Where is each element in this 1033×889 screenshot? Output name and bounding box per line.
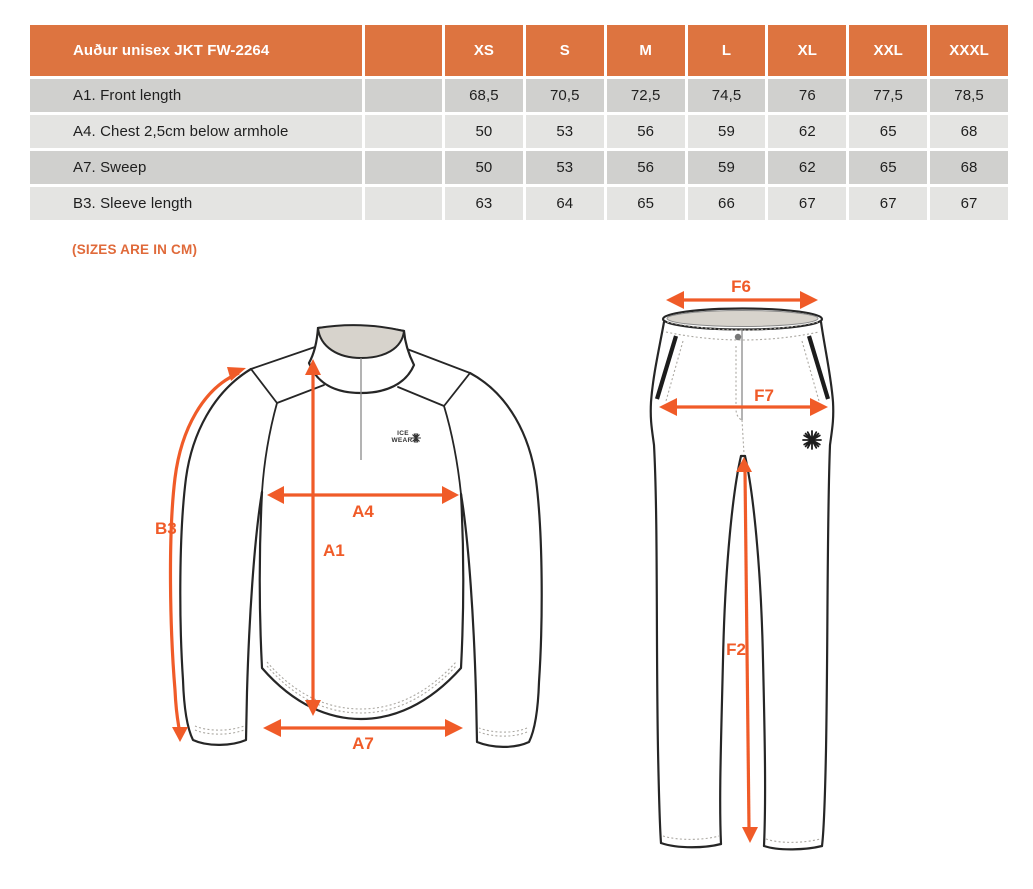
value-cell: 64 [526, 187, 604, 220]
value-cell: 50 [445, 115, 523, 148]
f6-label: F6 [731, 277, 751, 296]
value-cell: 67 [930, 187, 1008, 220]
jacket-left-sleeve [180, 369, 262, 745]
value-cell: 74,5 [688, 79, 766, 112]
f6-arrowhead-right [800, 291, 818, 309]
jacket-outline [180, 325, 541, 747]
value-cell: 53 [526, 151, 604, 184]
value-cell: 63 [445, 187, 523, 220]
right-pocket-stitch [802, 341, 819, 401]
size-header-s: S [526, 25, 604, 76]
size-header-m: M [607, 25, 685, 76]
left-pocket-stitch [666, 341, 683, 401]
size-header-xl: XL [768, 25, 846, 76]
value-cell: 59 [688, 151, 766, 184]
snowflake-icon [412, 434, 421, 443]
icewear-logo-line1: ICE [397, 430, 409, 437]
value-cell: 62 [768, 115, 846, 148]
pants-left-hem [661, 843, 721, 847]
row-label-cell: A1. Front length [30, 79, 362, 112]
value-cell: 67 [768, 187, 846, 220]
row-label-cell: A7. Sweep [30, 151, 362, 184]
f6-arrowhead-left [666, 291, 684, 309]
value-cell: 68 [930, 151, 1008, 184]
pants-diagram [630, 275, 845, 875]
value-cell: 65 [849, 151, 927, 184]
a1-arrowhead-bottom [305, 700, 321, 716]
value-cell: 62 [768, 151, 846, 184]
pants-measurements [659, 277, 828, 843]
value-cell: 66 [688, 187, 766, 220]
value-cell: 76 [768, 79, 846, 112]
value-cell: 68 [930, 115, 1008, 148]
value-cell: 65 [607, 187, 685, 220]
size-header-xxxl: XXXL [930, 25, 1008, 76]
f7-label: F7 [754, 386, 774, 405]
a4-label: A4 [352, 502, 374, 521]
empty-header-cell [365, 25, 442, 76]
units-note: (SIZES ARE IN CM) [72, 242, 198, 257]
size-table [30, 25, 1008, 220]
value-cell: 77,5 [849, 79, 927, 112]
pants-right-outer-edge [821, 322, 833, 846]
jacket-measurements [155, 359, 463, 753]
value-cell: 50 [445, 151, 523, 184]
a7-arrowhead-left [263, 719, 281, 737]
empty-cell [365, 151, 442, 184]
value-cell: 68,5 [445, 79, 523, 112]
f7-arrowhead-left [659, 398, 677, 416]
value-cell: 53 [526, 115, 604, 148]
pants-left-outer-edge [651, 322, 664, 843]
jacket-hem-stitch [267, 662, 456, 713]
jacket-diagram [140, 280, 585, 780]
pants-hem-stitch [663, 836, 820, 842]
f2-arrowhead-bottom [742, 827, 758, 843]
pants-right-hem [764, 846, 822, 849]
row-label-cell: A4. Chest 2,5cm below armhole [30, 115, 362, 148]
pants-outline [651, 309, 834, 850]
waist-button [735, 334, 741, 340]
jacket-right-sleeve [461, 373, 542, 747]
size-header-xxl: XXL [849, 25, 927, 76]
table-title-cell: Auður unisex JKT FW-2264 [30, 25, 362, 76]
empty-cell [365, 115, 442, 148]
value-cell: 65 [849, 115, 927, 148]
icewear-logo-line2: WEAR [391, 437, 413, 444]
value-cell: 67 [849, 187, 927, 220]
fly-stitch [736, 346, 744, 454]
icewear-logo [391, 430, 420, 444]
value-cell: 78,5 [930, 79, 1008, 112]
b3-label: B3 [155, 519, 177, 538]
a4-arrowhead-left [267, 486, 284, 504]
empty-cell [365, 79, 442, 112]
value-cell: 70,5 [526, 79, 604, 112]
value-cell: 56 [607, 115, 685, 148]
size-header-xs: XS [445, 25, 523, 76]
a1-label: A1 [323, 541, 345, 560]
a7-label: A7 [352, 734, 374, 753]
b3-arrowhead-bottom [172, 727, 188, 742]
value-cell: 72,5 [607, 79, 685, 112]
value-cell: 56 [607, 151, 685, 184]
a4-arrowhead-right [442, 486, 459, 504]
snowflake-icon [803, 431, 821, 449]
size-header-l: L [688, 25, 766, 76]
jacket-body [260, 492, 464, 719]
empty-cell [365, 187, 442, 220]
value-cell: 59 [688, 115, 766, 148]
a7-arrowhead-right [445, 719, 463, 737]
pants-waist-inside [667, 311, 818, 327]
f2-label: F2 [726, 640, 746, 659]
row-label-cell: B3. Sleeve length [30, 187, 362, 220]
